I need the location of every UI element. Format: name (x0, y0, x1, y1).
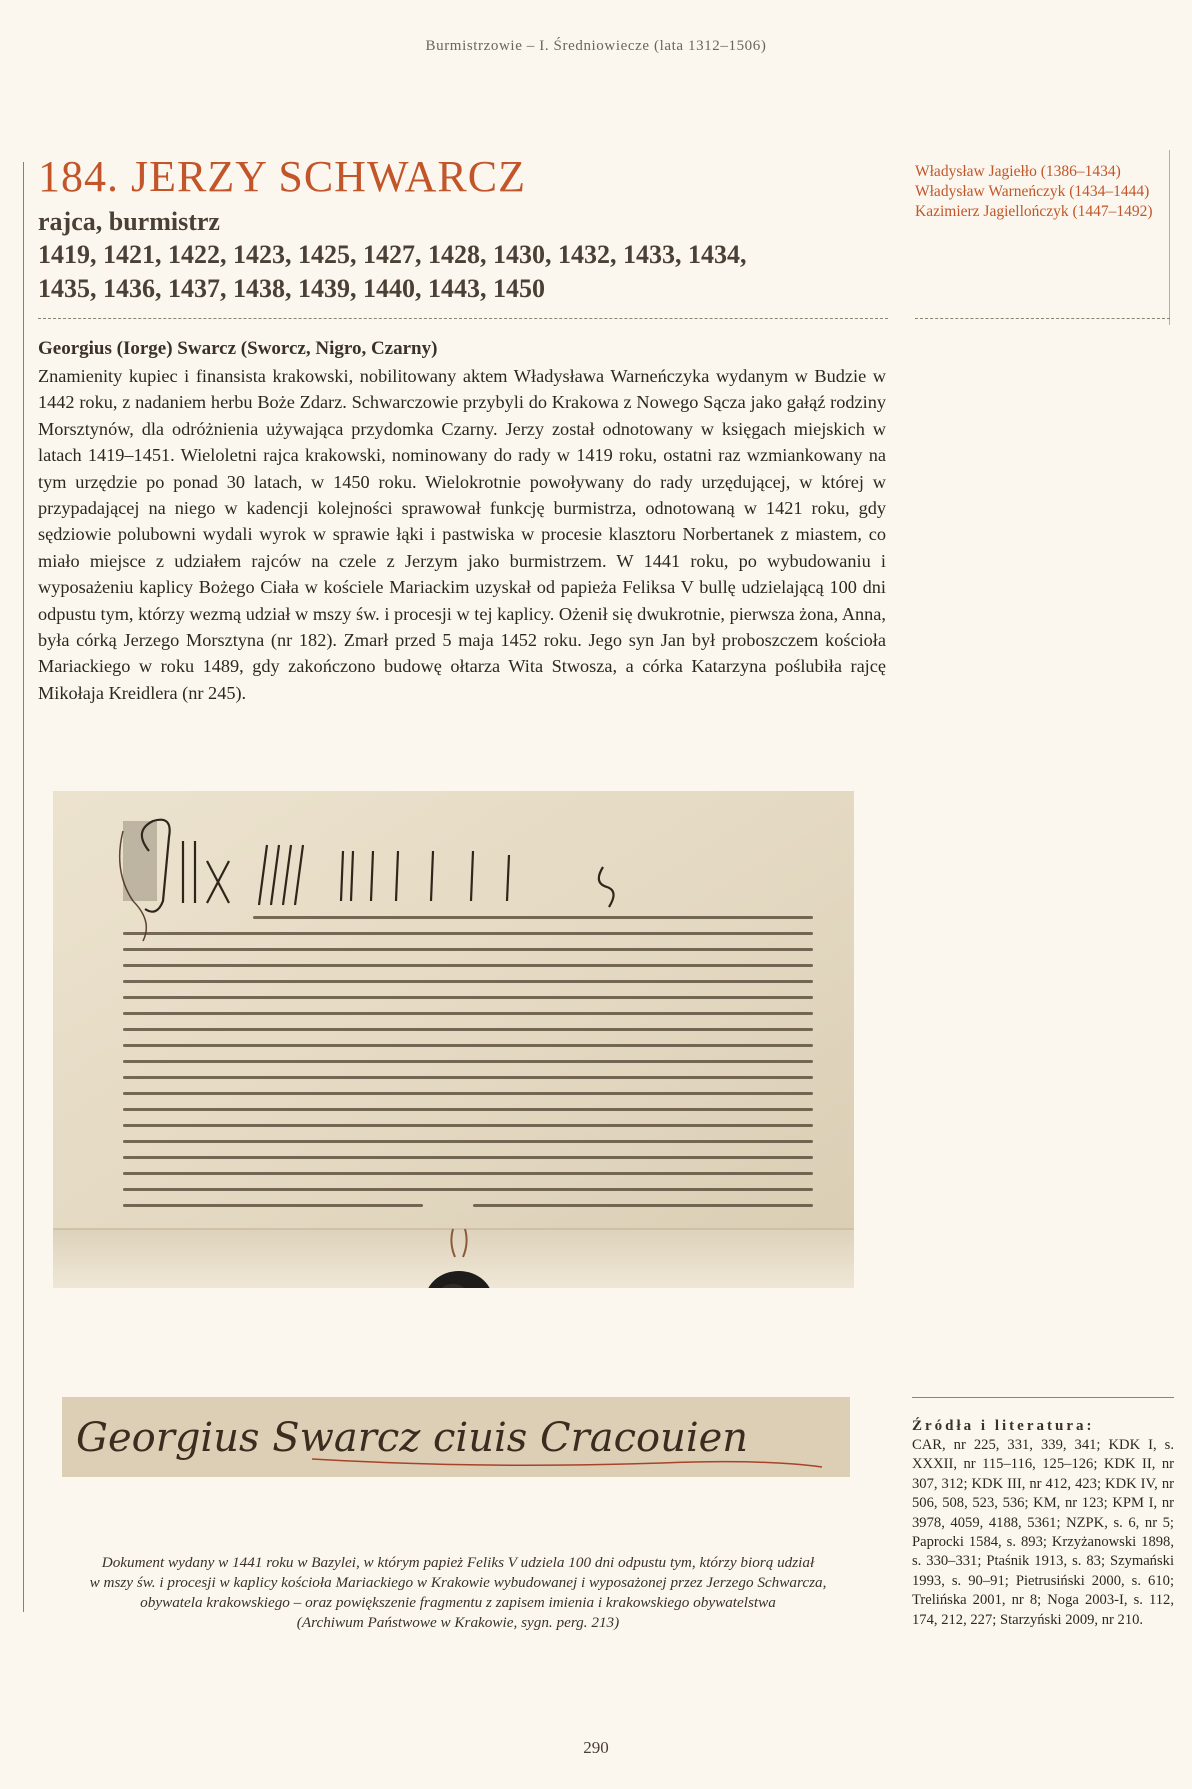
caption-line: (Archiwum Państwowe w Krakowie, sygn. perg. 213) (296, 1614, 620, 1631)
sources-text: CAR, nr 225, 331, 339, 341; KDK I, s. XXXII, nr 115–116, 125–126; KDK II, nr 307, 312; KDK III, nr 412, 423; KDK IV, nr 506, 508, 523, 536; KM, nr 123; KPM I, nr 3978, 4059, 4188, 5361; NZPK, s. 6, nr 5; Paprocki 1584, s. 893; Krzyżanowski 1898, s. 330–331; Ptaśnik 1913, s. 83; Szymański 1993, s. 90–91; Pietrusiński 2000, s. 610; Trelińska 2001, nr 8; Noga 2003-I, s. 112, 174, 212, 227; Starzyński 2009, nr 210. (912, 1437, 1174, 1628)
sources-divider (912, 1397, 1174, 1398)
ruler-item: Kazimierz Jagiellończyk (1447–1492) (915, 203, 1153, 220)
figure-caption (40, 1553, 876, 1633)
ruler-item: Władysław Jagiełło (1386–1434) (915, 163, 1121, 180)
sidebar-rule (1169, 150, 1170, 325)
entry-years-line-1: 1419, 1421, 1422, 1423, 1425, 1427, 1428, 1430, 1432, 1433, 1434, (38, 240, 747, 269)
caption-line: Dokument wydany w 1441 roku w Bazylei, w którym papież Feliks V udziela 100 dni odpustu tym, którzy biorą udział (101, 1554, 815, 1571)
margin-rule (23, 162, 24, 1612)
running-header: Burmistrzowie – I. Średniowiecze (lata 1312–1506) (425, 38, 767, 54)
charter-image (53, 791, 854, 1288)
signature-text: Georgius Swarcz ciuis Cracouien (76, 1415, 749, 1461)
entry-years-line-2: 1435, 1436, 1437, 1438, 1439, 1440, 1443, 1450 (38, 274, 545, 303)
sources-block (912, 1397, 1174, 1630)
caption-line: obywatela krakowskiego – oraz powiększenie fragmentu z zapisem imienia i krakowskiego obywatelstwa (140, 1594, 776, 1611)
biography-text: Znamienity kupiec i finansista krakowski, nobilitowany aktem Władysława Warneńczyka wydanym w Budzie w 1442 roku, z nadaniem herbu Boże Zdarz. Schwarczowie przybyli do Krakowa z Nowego Sącza jako gałąź rodziny Morsztynów, dla odróżnienia używająca przydomka Czarny. Jerzy został odnotowany w księgach miejskich w latach 1419–1451. Wieloletni rajca krakowski, nominowany do rady w 1419 roku, ostatni raz wzmiankowany na tym urzędzie po ponad 30 latach, w 1450 roku. Wielokrotnie powoływany do rady urzędującej, w której w przypadającej na niego w kadencji kolejności sprawował funkcję burmistrza, odnotowaną w 1421 roku, gdy sędziowie polubowni wydali wyrok w sprawie łąki i pastwiska w procesie klasztoru Norbertanek z miastem, co miało miejsce z udziałem rajców na czele z Jerzym jako burmistrzem. W 1441 roku, po wybudowaniu i wyposażeniu kaplicy Bożego Ciała w kościele Mariackim uzyskał od papieża Feliksa V bullę udzielającą 100 dni odpustu tym, którzy wezmą udział w mszy św. i procesji w tej kaplicy. Ożenił się dwukrotnie, pierwsza żona, Anna, była córką Jerzego Morsztyna (nr 182). Zmarł przed 5 maja 1452 roku. Jego syn Jan był proboszczem kościoła Mariackiego w roku 1489, gdy zakończono budowę ołtarza Wita Stwosza, a córka Katarzyna poślubiła rajcę Mikołaja Kreidlera (nr 245). (38, 366, 886, 703)
entry-heading (38, 150, 888, 306)
entry-title: 184. JERZY SCHWARCZ (38, 152, 526, 201)
signature-fragment-image (62, 1397, 850, 1477)
heading-divider (38, 318, 888, 320)
entry-body (38, 336, 886, 706)
ruler-item: Władysław Warneńczyk (1434–1444) (915, 183, 1150, 200)
page-number: 290 (583, 1738, 609, 1757)
name-variants: Georgius (Iorge) Swarcz (Sworcz, Nigro, Czarny) (38, 338, 438, 359)
sidebar-divider (915, 318, 1170, 320)
caption-line: w mszy św. i procesji w kaplicy kościoła Mariackiego w Krakowie wybudowanej i wyposażonej przez Jerzego Schwarcza, (89, 1574, 827, 1591)
rulers-list (915, 162, 1167, 222)
entry-roles: rajca, burmistrz (38, 207, 220, 236)
sources-heading: Źródła i literatura: (912, 1418, 1095, 1434)
